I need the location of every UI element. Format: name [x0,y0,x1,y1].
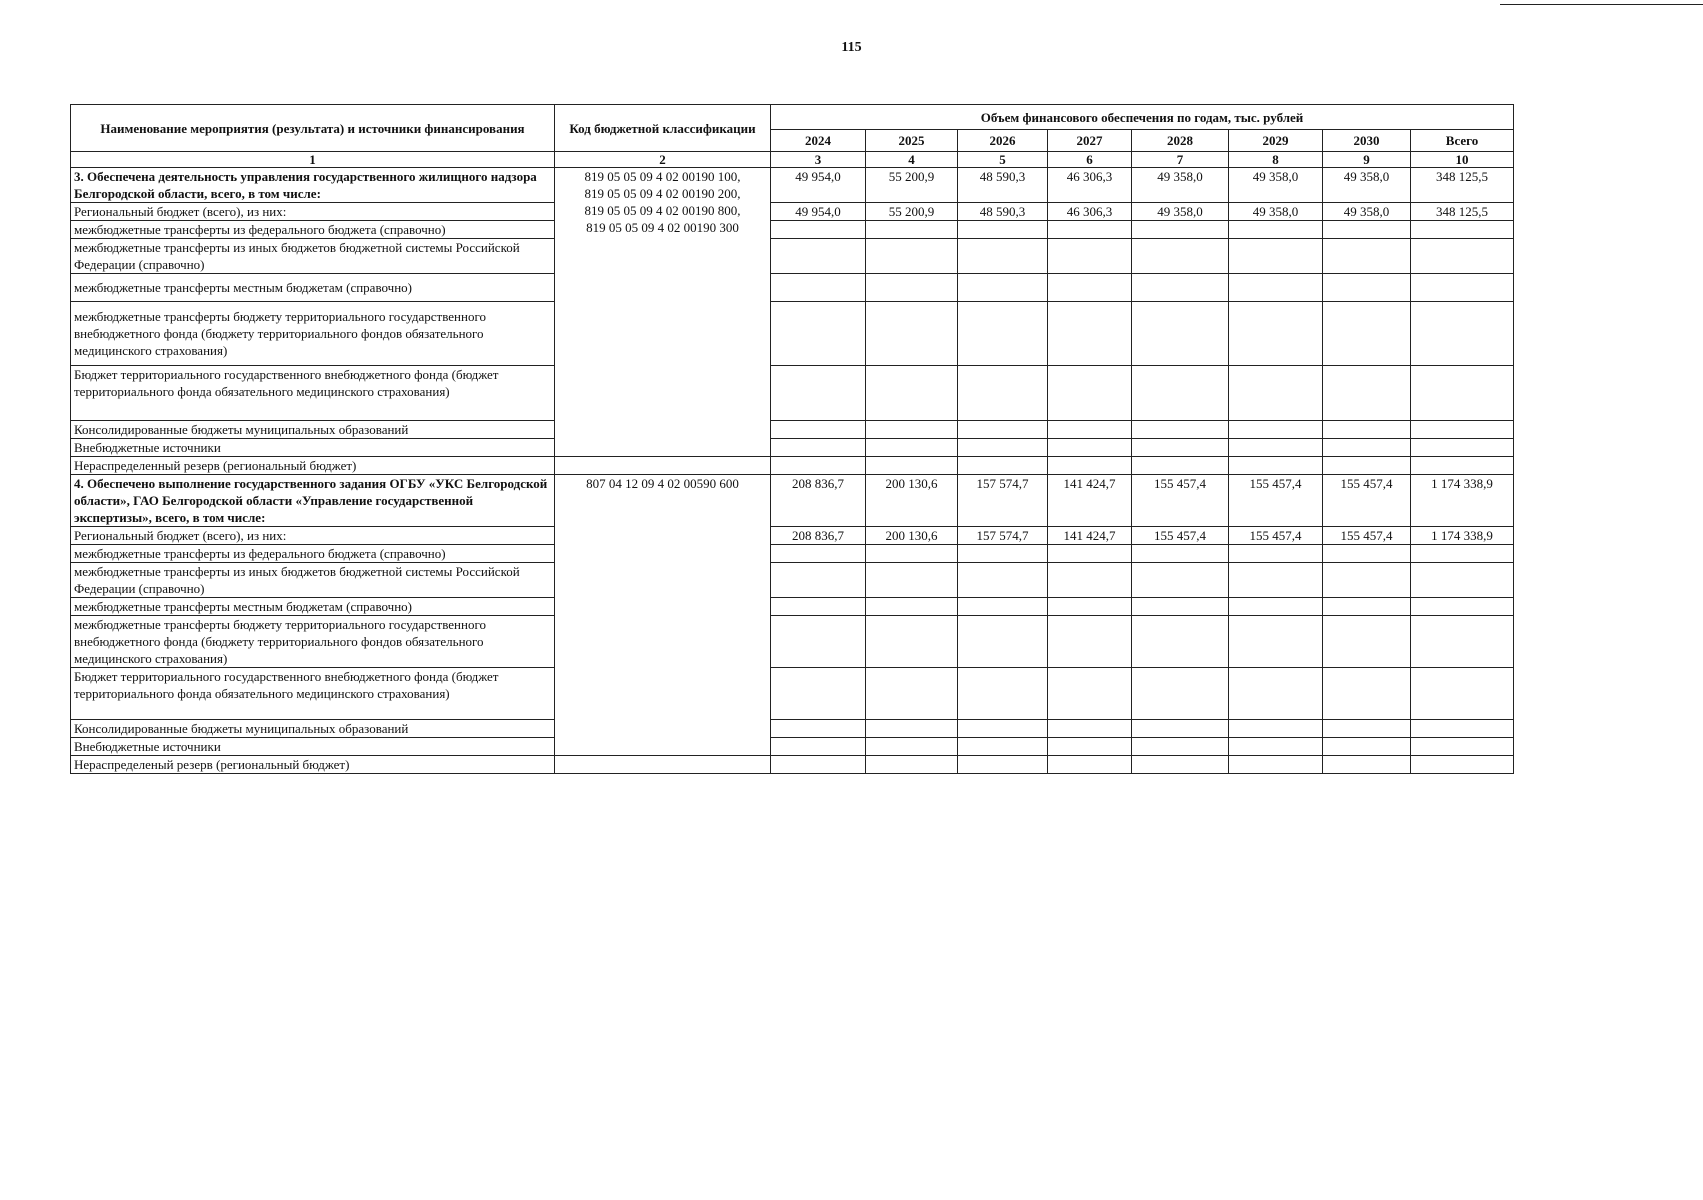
total-cell: 157 574,7 [958,475,1048,527]
column-number: 3 [771,152,866,168]
column-number: 5 [958,152,1048,168]
total-cell: 155 457,4 [1229,475,1323,527]
table-row [71,720,1514,738]
column-number: 8 [1229,152,1323,168]
table-row [71,616,1514,668]
total-cell: 1 174 338,9 [1411,475,1514,527]
header-year: 2026 [958,130,1048,152]
table-row [71,421,1514,439]
column-number: 2 [555,152,771,168]
table-row [71,475,1514,527]
regional-cell: 141 424,7 [1048,527,1132,545]
regional-cell: 348 125,5 [1411,203,1514,221]
regional-cell: 155 457,4 [1229,527,1323,545]
total-cell: 48 590,3 [958,168,1048,203]
regional-cell: 48 590,3 [958,203,1048,221]
total-cell: 348 125,5 [1411,168,1514,203]
table-row [71,239,1514,274]
table-row [71,274,1514,302]
total-cell: 200 130,6 [866,475,958,527]
total-cell: 49 358,0 [1323,168,1411,203]
row-label: межбюджетные трансферты из иных бюджетов бюджетной системы Российской Федерации (справочно) [71,563,555,598]
row-label: Бюджет территориального государственного внебюджетного фонда (бюджет территориального фонда обязательного медицинского страхования) [71,668,555,720]
table-row [71,738,1514,756]
column-number: 6 [1048,152,1132,168]
header-code: Код бюджетной классификации [555,105,771,152]
total-cell: 208 836,7 [771,475,866,527]
row-label: межбюджетные трансферты из федерального бюджета (справочно) [71,221,555,239]
financing-table [70,104,1514,774]
total-cell: 155 457,4 [1323,475,1411,527]
header-year: 2029 [1229,130,1323,152]
section3-regional-label: Региональный бюджет (всего), из них: [71,203,555,221]
column-number: 9 [1323,152,1411,168]
column-number: 1 [71,152,555,168]
section3-code: 819 05 05 09 4 02 00190 100, 819 05 05 09 4 02 00190 200, 819 05 05 09 4 02 00190 800, 819 05 05 09 4 02 00190 300 [555,168,771,457]
header-name: Наименование мероприятия (результата) и источники финансирования [71,105,555,152]
table-row [71,457,1514,475]
regional-cell: 49 358,0 [1323,203,1411,221]
header-year: 2024 [771,130,866,152]
regional-cell: 155 457,4 [1132,527,1229,545]
top-rule [1500,4,1703,5]
header-volume: Объем финансового обеспечения по годам, тыс. рублей [771,105,1514,130]
table-row [71,668,1514,720]
row-label: Внебюджетные источники [71,439,555,457]
regional-cell: 55 200,9 [866,203,958,221]
column-number: 4 [866,152,958,168]
row-label: Консолидированные бюджеты муниципальных образований [71,720,555,738]
regional-cell: 155 457,4 [1323,527,1411,545]
regional-cell: 49 954,0 [771,203,866,221]
column-number: 10 [1411,152,1514,168]
table-row [71,545,1514,563]
table-row [71,203,1514,221]
table-row [71,527,1514,545]
header-year: 2030 [1323,130,1411,152]
section4-title: 4. Обеспечено выполнение государственного задания ОГБУ «УКС Белгородской области», ГАО Белгородской области «Управление государственной экспертизы», всего, в том числе: [71,475,555,527]
regional-cell: 200 130,6 [866,527,958,545]
row-label: Консолидированные бюджеты муниципальных образований [71,421,555,439]
row-label: межбюджетные трансферты из иных бюджетов бюджетной системы Российской Федерации (справочно) [71,239,555,274]
page-number: 115 [841,40,862,55]
total-cell: 49 358,0 [1132,168,1229,203]
row-label: межбюджетные трансферты местным бюджетам (справочно) [71,274,555,302]
regional-cell: 49 358,0 [1229,203,1323,221]
table-row [71,439,1514,457]
regional-cell: 1 174 338,9 [1411,527,1514,545]
table-row [71,598,1514,616]
total-cell: 49 358,0 [1229,168,1323,203]
total-cell: 155 457,4 [1132,475,1229,527]
regional-cell: 46 306,3 [1048,203,1132,221]
table-row [71,168,1514,203]
total-cell: 141 424,7 [1048,475,1132,527]
table-row [71,221,1514,239]
header-year: 2028 [1132,130,1229,152]
row-label-reserve: Нераспределенный резерв (региональный бюджет) [71,457,555,475]
row-label: Внебюджетные источники [71,738,555,756]
regional-cell: 208 836,7 [771,527,866,545]
row-label: Бюджет территориального государственного внебюджетного фонда (бюджет территориального фонда обязательного медицинского страхования) [71,366,555,421]
header-year: 2025 [866,130,958,152]
table-row [71,563,1514,598]
section3-title: 3. Обеспечена деятельность управления государственного жилищного надзора Белгородской области, всего, в том числе: [71,168,555,203]
table-row [71,756,1514,774]
table-row [71,366,1514,421]
regional-cell: 49 358,0 [1132,203,1229,221]
header-total: Всего [1411,130,1514,152]
section4-regional-label: Региональный бюджет (всего), из них: [71,527,555,545]
row-label: межбюджетные трансферты бюджету территориального государственного внебюджетного фонда (бюджету территориального фондов обязательного медицинского страхования) [71,616,555,668]
regional-cell: 157 574,7 [958,527,1048,545]
row-label: межбюджетные трансферты из федерального бюджета (справочно) [71,545,555,563]
row-label: межбюджетные трансферты бюджету территориального государственного внебюджетного фонда (бюджету территориального фондов обязательного медицинского страхования) [71,302,555,366]
header-year: 2027 [1048,130,1132,152]
total-cell: 49 954,0 [771,168,866,203]
section4-code: 807 04 12 09 4 02 00590 600 [555,475,771,756]
row-label: межбюджетные трансферты местным бюджетам (справочно) [71,598,555,616]
table-row [71,302,1514,366]
column-number: 7 [1132,152,1229,168]
total-cell: 55 200,9 [866,168,958,203]
total-cell: 46 306,3 [1048,168,1132,203]
row-label-reserve: Нераспределеный резерв (региональный бюджет) [71,756,555,774]
